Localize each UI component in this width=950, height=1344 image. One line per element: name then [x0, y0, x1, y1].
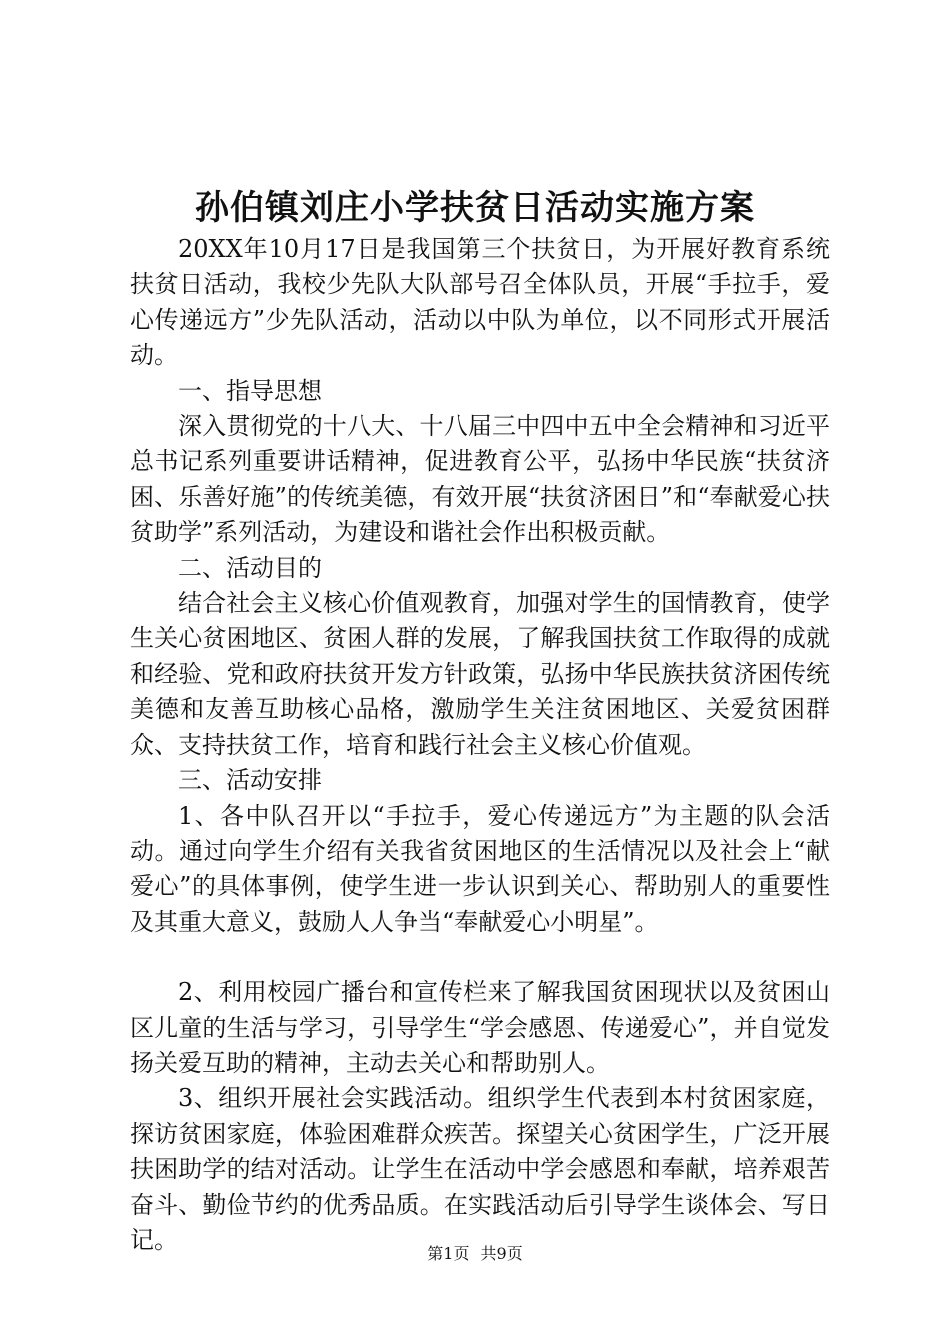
page-total: 共9页	[480, 1244, 523, 1263]
document-title: 孙伯镇刘庄小学扶贫日活动实施方案	[195, 188, 755, 228]
intro-paragraph: 20XX年10月17日是我国第三个扶贫日，为开展好教育系统扶贫日活动，我校少先队大队部号召全体队员，开展“手拉手，爱心传递远方”少先队活动，活动以中队为单位，以不同形式开展活动。	[130, 235, 830, 370]
page-footer	[0, 1244, 950, 1264]
page-number: 第1页	[427, 1244, 470, 1263]
activity-purpose-paragraph: 结合社会主义核心价值观教育，加强对学生的国情教育，使学生关心贫困地区、贫困人群的发展，了解我国扶贫工作取得的成就和经验、党和政府扶贫开发方针政策，弘扬中华民族扶贫济困传统美德和友善互助核心品格，激励学生关注贫困地区、关爱贫困群众、支持扶贫工作，培育和践行社会主义核心价值观。	[130, 589, 830, 759]
paragraph-spacer	[130, 940, 830, 975]
arrangement-item-3: 3、组织开展社会实践活动。组织学生代表到本村贫困家庭，探访贫困家庭，体验困难群众疾苦。探望关心贫困学生，广泛开展扶困助学的结对活动。让学生在活动中学会感恩和奉献，培养艰苦奋斗、勤俭节约的优秀品质。在实践活动后引导学生谈体会、写日记。	[130, 1084, 830, 1254]
section-heading-activity-arrangement: 三、活动安排	[178, 766, 322, 795]
section-heading-guiding-ideology: 一、指导思想	[178, 376, 322, 405]
guiding-ideology-paragraph: 深入贯彻党的十八大、十八届三中四中五中全会精神和习近平总书记系列重要讲话精神，促进教育公平，弘扬中华民族“扶贫济困、乐善好施”的传统美德，有效开展“扶贫济困日”和“奉献爱心扶贫助学”系列活动，为建设和谐社会作出积极贡献。	[130, 412, 830, 547]
section-heading-activity-purpose: 二、活动目的	[178, 553, 322, 582]
document-body	[130, 232, 830, 1258]
arrangement-item-2: 2、利用校园广播台和宣传栏来了解我国贫困现状以及贫困山区儿童的生活与学习，引导学生“学会感恩、传递爱心”，并自觉发扬关爱互助的精神，主动去关心和帮助别人。	[130, 978, 830, 1077]
arrangement-item-1: 1、各中队召开以“手拉手，爱心传递远方”为主题的队会活动。通过向学生介绍有关我省贫困地区的生活情况以及社会上“献爱心”的具体事例，使学生进一步认识到关心、帮助别人的重要性及其重大意义，鼓励人人争当“奉献爱心小明星”。	[130, 801, 830, 936]
